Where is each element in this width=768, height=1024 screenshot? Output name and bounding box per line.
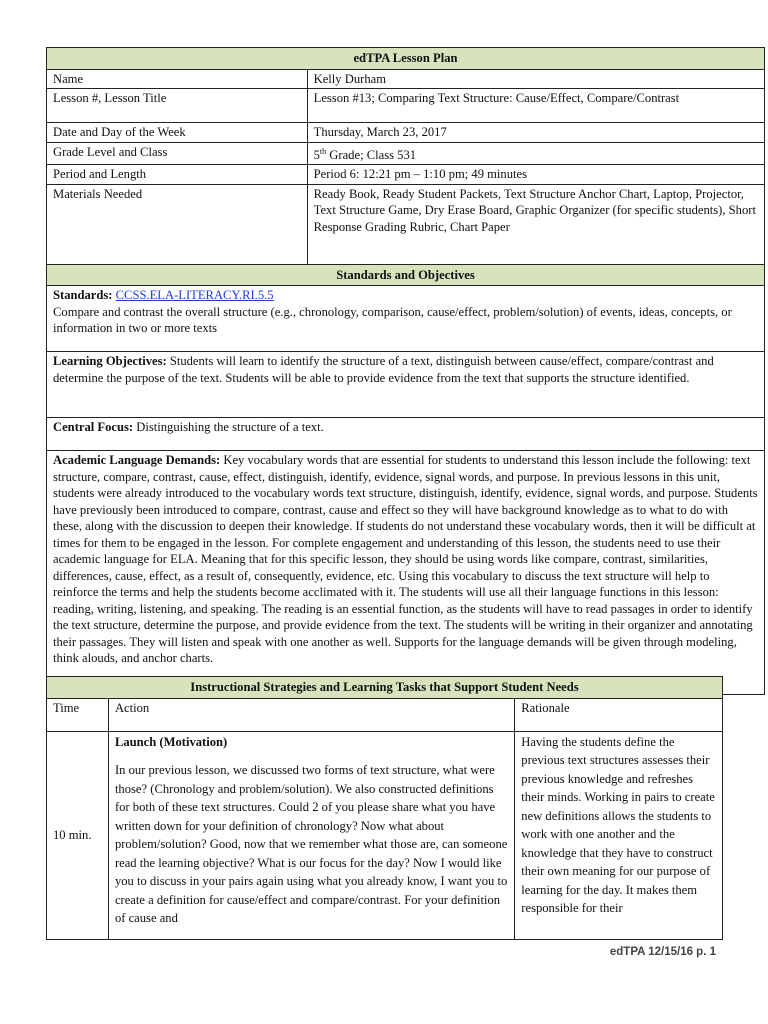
language-text: Key vocabulary words that are essential for students to understand this lesson include the following: text structure, compare, contrast, cause, effect, distinguish, identify, evidence, signal words, and purpose. In previous lessons in this unit, students were already introduced to the vocabulary words text structure, distinguish, identify, evidence, signal words, and purpose. Students have previously been introduced to compare, contrast, cause and effect so they will have background knowledge as to what to do with these, along with the discussion to deepen their knowledge. If students do not understand these vocabulary words, then it will be difficult at times for them to be engaged in the lesson. For complete engagement and understanding of this lesson, the students need to use their academic language for ELA. Meaning that for this specific lesson, they should be using words like compare, contrast, similarities, differences, cause, effect, as a result of, consequently, evidence, etc. Using this vocabulary to discuss the text structure will help to reinforce the terms and help the students become acclimated with it. The students will use all their language functions in this lesson: reading, writing, listening, and speaking. The reading is an essential function, as the students will have to read passages in order to identify the text structure, determine the purpose, and provide evidence from the text. The students will be writing in their organizer and annotating their passages. They will listen and speak with one another as well. Supports for the language demands will be given through modeling, think alouds, and anchor charts. <box>53 453 758 666</box>
standards-header: Standards and Objectives <box>47 264 765 286</box>
focus-text: Distinguishing the structure of a text. <box>133 420 324 435</box>
standards-text: Compare and contrast the overall structure (e.g., chronology, comparison, cause/effect, problem/solution) of events, ideas, concepts, or information in two or more texts <box>53 304 732 336</box>
row-label: Lesson #, Lesson Title <box>47 89 308 123</box>
row-label: Name <box>47 69 308 89</box>
standards-cell <box>47 286 765 352</box>
strategies-table <box>46 676 723 940</box>
lesson-plan-table <box>46 47 765 695</box>
language-cell <box>47 451 765 695</box>
row-value: Period 6: 12:21 pm – 1:10 pm; 49 minutes <box>307 165 764 185</box>
page-footer: edTPA 12/15/16 p. 1 <box>609 946 716 958</box>
row-label: Period and Length <box>47 165 308 185</box>
col-time-header: Time <box>47 698 109 731</box>
row-value: Thursday, March 23, 2017 <box>307 123 764 143</box>
row-time: 10 min. <box>47 731 109 939</box>
focus-cell <box>47 418 765 451</box>
col-action-header: Action <box>108 698 514 731</box>
row-action <box>108 731 514 939</box>
objectives-cell <box>47 352 765 418</box>
row-label: Materials Needed <box>47 184 308 264</box>
row-label: Grade Level and Class <box>47 142 308 165</box>
row-value: 5th Grade; Class 531 <box>307 142 764 165</box>
strategies-header: Instructional Strategies and Learning Tasks that Support Student Needs <box>47 677 723 699</box>
row-label: Date and Day of the Week <box>47 123 308 143</box>
action-text: In our previous lesson, we discussed two forms of text structure, what were those? (Chronology and problem/solution). We also constructed definitions for both of these text structures. Could 2 of you please share what you have written down for your definition of chronology? Now what about problem/solution? Good, now that we remember what those are, can someone read the learning objective? What is our focus for the day? Now I would like you to discuss in your pairs again using what you already know, I want you to create a definition for cause/effect and compare/contrast. For your definition of cause and <box>114 763 508 925</box>
objectives-label: Learning Objectives: <box>53 354 167 369</box>
col-rationale-header: Rationale <box>515 698 723 731</box>
standards-link[interactable]: CCSS.ELA-LITERACY.RI.5.5 <box>115 288 274 303</box>
language-label: Academic Language Demands: <box>53 453 221 468</box>
row-rationale: Having the students define the previous text structures assesses their previous knowledge and refreshes their minds. Working in pairs to create new definitions allows the students to work with one another and the knowledge that they have to construct their own meaning for our purpose of learning for the day. It makes them responsible for their <box>515 731 723 939</box>
focus-label: Central Focus: <box>53 420 134 435</box>
objectives-text: Students will learn to identify the structure of a text, distinguish between cause/effect, compare/contrast and determine the purpose of the text. Students will be able to provide evidence from the text that supports the structure identified. <box>53 354 714 385</box>
action-title: Launch (Motivation) <box>114 734 228 749</box>
row-value: Lesson #13; Comparing Text Structure: Cause/Effect, Compare/Contrast <box>307 89 764 123</box>
lesson-plan-title: edTPA Lesson Plan <box>47 48 765 70</box>
row-value: Ready Book, Ready Student Packets, Text Structure Anchor Chart, Laptop, Projector, Text Structure Game, Dry Erase Board, Graphic Organizer (for specific students), Short Response Grading Rubric, Chart Paper <box>307 184 764 264</box>
row-value: Kelly Durham <box>307 69 764 89</box>
standards-label: Standards: <box>53 288 113 303</box>
